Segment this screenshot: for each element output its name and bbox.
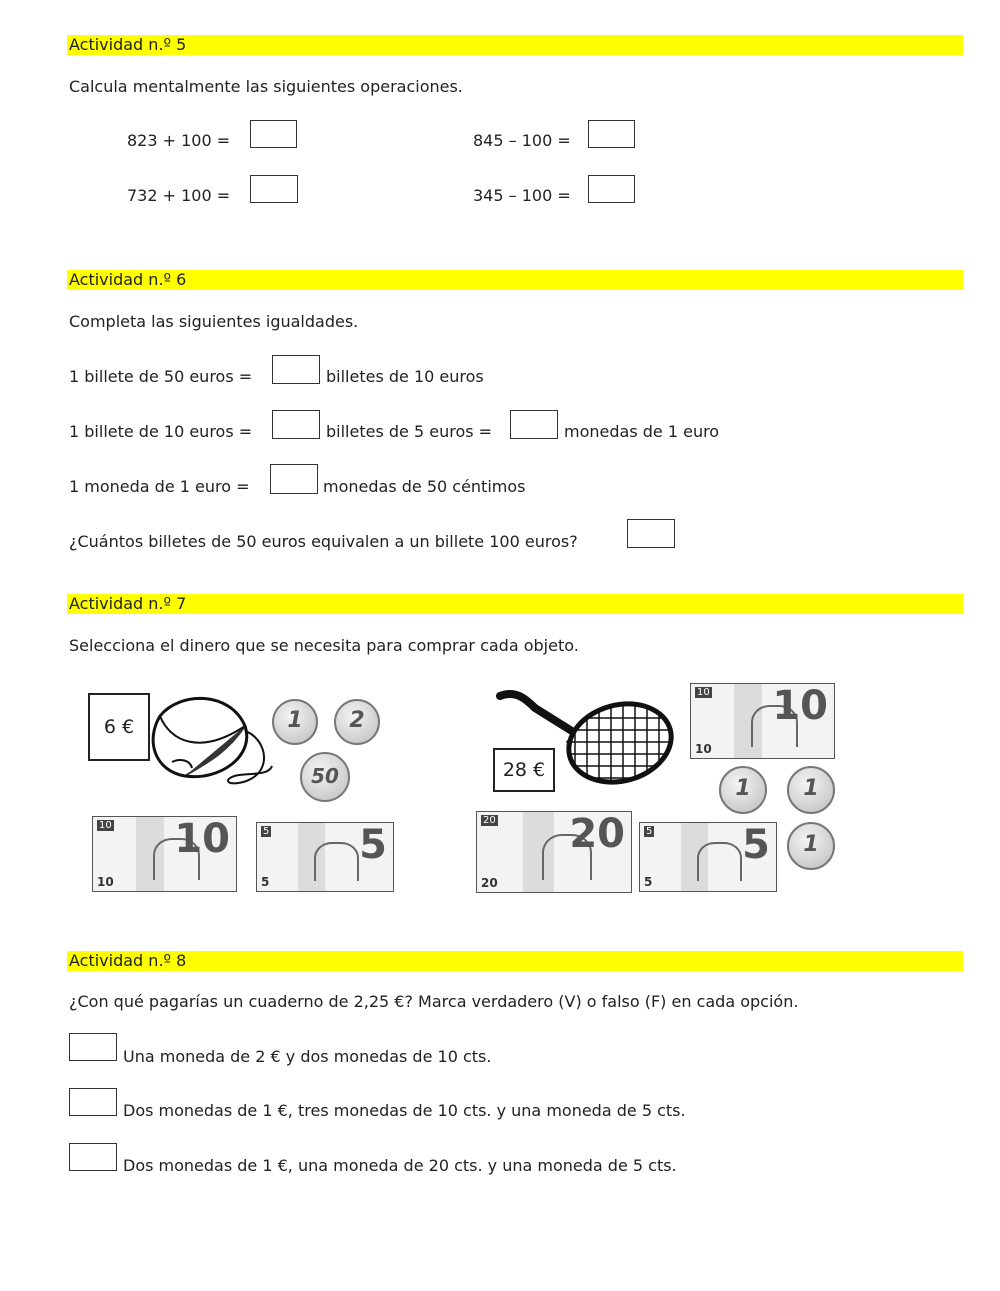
operation-1: 823 + 100 =: [127, 131, 231, 150]
operation-2: 845 – 100 =: [473, 131, 571, 150]
answer-box-op3[interactable]: [250, 175, 298, 203]
activity-7-instruction: Selecciona el dinero que se necesita para comprar cada objeto.: [69, 636, 579, 655]
banknote-10-euro-group1[interactable]: [92, 816, 237, 892]
answer-box-op1[interactable]: [250, 120, 297, 148]
option-3-text: Dos monedas de 1 €, una moneda de 20 cts. y una moneda de 5 cts.: [123, 1156, 677, 1175]
equality-2-left: 1 billete de 10 euros =: [69, 422, 253, 441]
coin-1-euro-label: 1: [287, 708, 303, 733]
answer-box-eq2a[interactable]: [272, 410, 320, 439]
answer-box-question[interactable]: [627, 519, 675, 548]
coin-1-euro-b[interactable]: [787, 766, 835, 814]
banknote-5-euro-group1[interactable]: [256, 822, 394, 892]
answer-box-option-1[interactable]: [69, 1033, 117, 1061]
banknote-5-corner: 5: [646, 826, 653, 837]
answer-box-option-3[interactable]: [69, 1143, 117, 1171]
equality-2-middle: billetes de 5 euros =: [326, 422, 493, 441]
activity-5-instruction: Calcula mentalmente las siguientes operaciones.: [69, 77, 463, 96]
price-tag-6-label: 6 €: [103, 716, 135, 738]
banknote-5-big: 5: [359, 822, 387, 868]
price-tag-28: [493, 748, 555, 792]
option-1-text: Una moneda de 2 € y dos monedas de 10 cts.: [123, 1047, 492, 1066]
operation-3: 732 + 100 =: [127, 186, 231, 205]
answer-box-eq2b[interactable]: [510, 410, 558, 439]
banknote-5-bottom: 5: [644, 875, 653, 889]
activity-5-header: Actividad n.º 5: [67, 35, 963, 55]
banknote-10-big: 10: [174, 816, 230, 862]
answer-box-op2[interactable]: [588, 120, 635, 148]
question-50-euros: ¿Cuántos billetes de 50 euros equivalen a un billete 100 euros?: [69, 532, 578, 551]
activity-6-instruction: Completa las siguientes igualdades.: [69, 312, 359, 331]
banknote-5-bottom: 5: [261, 875, 270, 889]
banknote-20-bottom: 20: [481, 876, 498, 890]
coin-50-cent-label: 50: [311, 764, 339, 788]
banknote-10-big: 10: [772, 683, 828, 729]
answer-box-option-2[interactable]: [69, 1088, 117, 1116]
activity-6-header: Actividad n.º 6: [67, 270, 963, 290]
option-2-text: Dos monedas de 1 €, tres monedas de 10 cts. y una moneda de 5 cts.: [123, 1101, 686, 1120]
banknote-5-euro-group2[interactable]: [639, 822, 777, 892]
coin-1-euro-label: 1: [735, 776, 751, 801]
coin-1-euro-label: 1: [803, 832, 819, 857]
equality-2-right: monedas de 1 euro: [564, 422, 720, 441]
equality-1-left: 1 billete de 50 euros =: [69, 367, 253, 386]
banknote-20-big: 20: [569, 811, 625, 857]
coin-50-cent[interactable]: [300, 752, 350, 802]
banknote-10-euro-group2[interactable]: [690, 683, 835, 759]
activity-8-header: Actividad n.º 8: [67, 951, 963, 971]
banknote-5-corner: 5: [263, 826, 270, 837]
banknote-10-bottom: 10: [97, 875, 114, 889]
banknote-10-corner: 10: [99, 820, 112, 831]
coin-1-euro-c[interactable]: [787, 822, 835, 870]
coin-1-euro-a[interactable]: [719, 766, 767, 814]
answer-box-op4[interactable]: [588, 175, 635, 203]
activity-8-instruction: ¿Con qué pagarías un cuaderno de 2,25 €? Marca verdadero (V) o falso (F) en cada opción.: [69, 992, 799, 1011]
banknote-20-corner: 20: [483, 815, 496, 826]
coin-1-euro[interactable]: [272, 699, 318, 745]
activity-7-header: Actividad n.º 7: [67, 594, 963, 614]
banknote-10-corner: 10: [697, 687, 710, 698]
answer-box-eq3[interactable]: [270, 464, 318, 494]
answer-box-eq1[interactable]: [272, 355, 320, 384]
price-tag-28-label: 28 €: [502, 759, 546, 781]
banknote-10-bottom: 10: [695, 742, 712, 756]
operation-4: 345 – 100 =: [473, 186, 571, 205]
equality-3-left: 1 moneda de 1 euro =: [69, 477, 250, 496]
coin-2-euro[interactable]: [334, 699, 380, 745]
banknote-20-euro[interactable]: [476, 811, 632, 893]
equality-3-right: monedas de 50 céntimos: [323, 477, 526, 496]
banknote-5-big: 5: [742, 822, 770, 868]
equality-1-right: billetes de 10 euros: [326, 367, 484, 386]
computer-mouse-illustration: [140, 686, 280, 801]
coin-1-euro-label: 1: [803, 776, 819, 801]
price-tag-6: [88, 693, 150, 761]
coin-2-euro-label: 2: [349, 708, 365, 733]
